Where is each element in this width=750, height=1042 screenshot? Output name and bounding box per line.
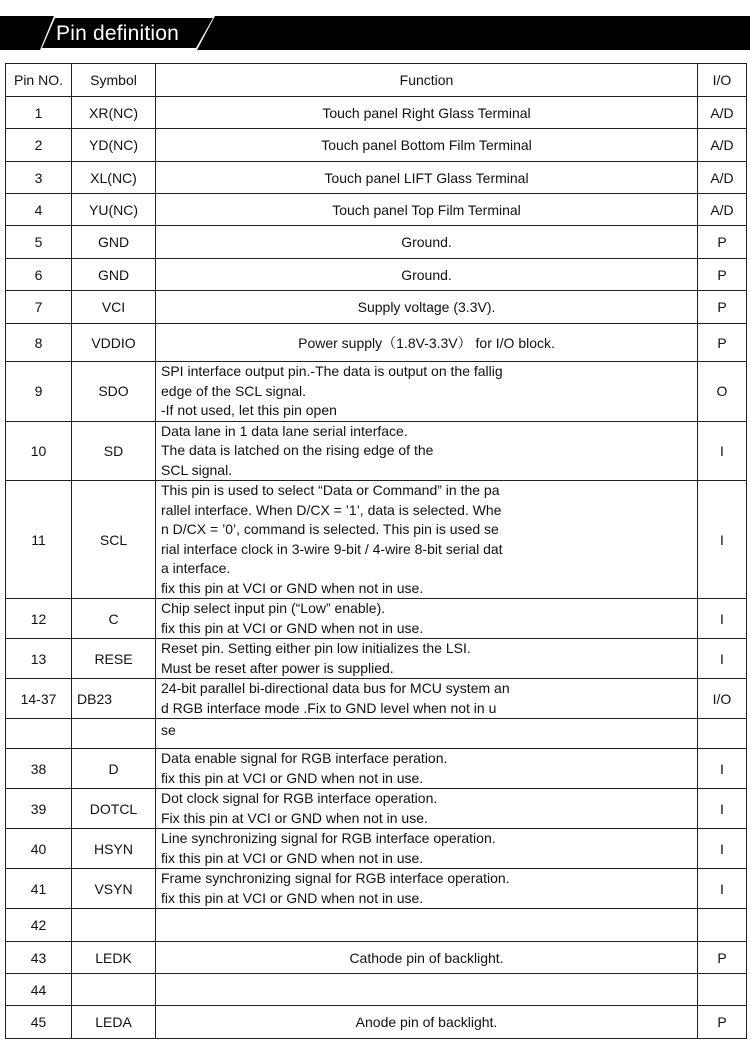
function-line: SCL signal. <box>161 461 233 478</box>
function-line: SPI interface output pin.-The data is output on the fallig <box>161 363 503 379</box>
symbol-cell: YD(NC) <box>72 129 156 162</box>
pin-number-cell <box>6 719 72 749</box>
pin-number-cell: 42 <box>6 909 72 942</box>
function-line: Touch panel LIFT Glass Terminal <box>324 169 529 186</box>
symbol-cell: YU(NC) <box>72 194 156 226</box>
pin-number-cell: 40 <box>6 829 72 869</box>
function-line: fix this pin at VCI or GND when not in use. <box>161 579 424 596</box>
column-header-function: Function <box>156 64 698 97</box>
pin-number-cell: 6 <box>6 259 72 291</box>
pin-number-cell: 7 <box>6 291 72 324</box>
function-line: Reset pin. Setting either pin low initializes the LSI. <box>161 640 471 656</box>
pin-number-cell: 45 <box>6 1006 72 1039</box>
table-row <box>6 942 747 974</box>
symbol-cell: LEDK <box>72 942 156 974</box>
function-line: This pin is used to select “Data or Command” in the pa <box>161 482 500 498</box>
function-cell <box>156 194 698 226</box>
function-line: fix this pin at VCI or GND when not in use. <box>161 849 424 866</box>
table-row <box>6 749 747 789</box>
column-header-symbol: Symbol <box>72 64 156 97</box>
table-row <box>6 679 747 719</box>
function-cell <box>156 259 698 291</box>
pin-number-cell: 14-37 <box>6 679 72 719</box>
function-line: n D/CX = ’0’, command is selected. This pin is used se <box>161 521 499 537</box>
io-cell: A/D <box>698 194 747 226</box>
symbol-cell <box>72 719 156 749</box>
pin-number-cell: 44 <box>6 974 72 1006</box>
function-cell <box>156 481 698 599</box>
symbol-cell: D <box>72 749 156 789</box>
table-row <box>6 599 747 639</box>
io-cell: I/O <box>698 679 747 719</box>
pin-number-cell: 39 <box>6 789 72 829</box>
table-row <box>6 291 747 324</box>
symbol-cell: XR(NC) <box>72 97 156 129</box>
function-line: Data enable signal for RGB interface peration. <box>161 750 448 766</box>
pin-number-cell: 9 <box>6 362 72 422</box>
function-line: Anode pin of backlight. <box>355 1014 498 1030</box>
pin-number-cell: 13 <box>6 639 72 679</box>
symbol-cell <box>72 974 156 1006</box>
function-line: Must be reset after power is supplied. <box>161 659 394 676</box>
function-line: rial interface clock in 3-wire 9-bit / 4-wire 8-bit serial dat <box>161 540 503 557</box>
function-cell <box>156 942 698 974</box>
io-cell <box>698 719 747 749</box>
function-line: Fix this pin at VCI or GND when not in use. <box>161 809 428 826</box>
pin-number-cell: 11 <box>6 481 72 599</box>
table-row <box>6 909 747 942</box>
symbol-cell: C <box>72 599 156 639</box>
pin-number-cell: 3 <box>6 162 72 194</box>
function-line: Chip select input pin (“Low” enable). <box>161 600 386 616</box>
pin-number-cell: 2 <box>6 129 72 162</box>
symbol-cell: VDDIO <box>72 324 156 362</box>
pin-definition-table <box>5 63 747 1039</box>
pin-number-cell: 1 <box>6 97 72 129</box>
function-line: Cathode pin of backlight. <box>349 949 504 966</box>
io-cell: I <box>698 869 747 909</box>
symbol-cell: GND <box>72 259 156 291</box>
symbol-cell <box>72 909 156 942</box>
function-line: Ground. <box>401 266 452 283</box>
function-cell <box>156 789 698 829</box>
io-cell: P <box>698 942 747 974</box>
symbol-cell: SD <box>72 421 156 481</box>
io-cell: A/D <box>698 97 747 129</box>
io-cell: I <box>698 421 747 481</box>
symbol-cell: DB23 <box>72 679 156 719</box>
pin-number-cell: 12 <box>6 599 72 639</box>
function-line: -If not used, let this pin open <box>161 402 337 418</box>
symbol-cell: XL(NC) <box>72 162 156 194</box>
function-line: Frame synchronizing signal for RGB interface operation. <box>161 870 510 886</box>
table-row <box>6 974 747 1006</box>
function-cell <box>156 639 698 679</box>
function-line: se <box>161 722 176 738</box>
io-cell: I <box>698 481 747 599</box>
function-line: 24-bit parallel bi-directional data bus for MCU system an <box>161 680 510 696</box>
symbol-cell: SDO <box>72 362 156 422</box>
function-cell <box>156 421 698 481</box>
function-line: Touch panel Top Film Terminal <box>332 201 521 218</box>
table-row <box>6 789 747 829</box>
function-line: fix this pin at VCI or GND when not in use. <box>161 619 424 636</box>
io-cell: O <box>698 362 747 422</box>
function-line: edge of the SCL signal. <box>161 382 307 399</box>
symbol-cell: VSYN <box>72 869 156 909</box>
io-cell: P <box>698 291 747 324</box>
table-row <box>6 639 747 679</box>
symbol-cell: LEDA <box>72 1006 156 1039</box>
pin-number-cell: 38 <box>6 749 72 789</box>
function-line: rallel interface. When D/CX = ’1’, data is selected. Whe <box>161 501 502 518</box>
io-cell: P <box>698 324 747 362</box>
function-line: The data is latched on the rising edge of the <box>161 442 434 458</box>
pin-number-cell: 5 <box>6 226 72 259</box>
function-cell <box>156 362 698 422</box>
function-line: Line synchronizing signal for RGB interface operation. <box>161 830 496 846</box>
function-cell <box>156 719 698 749</box>
pin-number-cell: 10 <box>6 421 72 481</box>
io-cell: I <box>698 749 747 789</box>
function-line: a interface. <box>161 560 231 576</box>
table-row <box>6 362 747 422</box>
table-row <box>6 421 747 481</box>
function-cell <box>156 324 698 362</box>
table-row <box>6 194 747 226</box>
symbol-cell: RESE <box>72 639 156 679</box>
function-line: Touch panel Bottom Film Terminal <box>321 137 532 153</box>
function-line: d RGB interface mode .Fix to GND level when not in u <box>161 699 497 716</box>
function-cell <box>156 829 698 869</box>
io-cell <box>698 974 747 1006</box>
symbol-cell: SCL <box>72 481 156 599</box>
function-cell <box>156 1006 698 1039</box>
table-row <box>6 481 747 599</box>
function-line: Power supply（1.8V-3.3V） for I/O block. <box>298 334 555 351</box>
table-row <box>6 226 747 259</box>
function-line: fix this pin at VCI or GND when not in use. <box>161 889 424 906</box>
pin-number-cell: 43 <box>6 942 72 974</box>
io-cell: A/D <box>698 129 747 162</box>
column-header-pin: Pin NO. <box>6 64 72 97</box>
io-cell: P <box>698 259 747 291</box>
symbol-cell: HSYN <box>72 829 156 869</box>
table-row <box>6 129 747 162</box>
symbol-cell: VCI <box>72 291 156 324</box>
column-header-io: I/O <box>698 64 747 97</box>
table-row <box>6 1006 747 1039</box>
io-cell: I <box>698 789 747 829</box>
page-title: Pin definition <box>56 22 180 45</box>
pin-number-cell: 4 <box>6 194 72 226</box>
function-cell <box>156 162 698 194</box>
table-row <box>6 719 747 749</box>
function-line: Supply voltage (3.3V). <box>357 299 496 315</box>
symbol-cell: GND <box>72 226 156 259</box>
function-cell <box>156 974 698 1006</box>
symbol-cell: DOTCL <box>72 789 156 829</box>
io-cell <box>698 909 747 942</box>
function-line: fix this pin at VCI or GND when not in use. <box>161 769 424 786</box>
function-cell <box>156 226 698 259</box>
function-cell <box>156 97 698 129</box>
table-row <box>6 829 747 869</box>
function-cell <box>156 869 698 909</box>
function-cell <box>156 129 698 162</box>
pin-number-cell: 41 <box>6 869 72 909</box>
function-line: Touch panel Right Glass Terminal <box>322 104 531 121</box>
table-row <box>6 869 747 909</box>
table-row <box>6 162 747 194</box>
function-cell <box>156 291 698 324</box>
table-row <box>6 324 747 362</box>
table-row <box>6 97 747 129</box>
function-cell <box>156 599 698 639</box>
io-cell: A/D <box>698 162 747 194</box>
table-row <box>6 259 747 291</box>
pin-number-cell: 8 <box>6 324 72 362</box>
io-cell: P <box>698 1006 747 1039</box>
function-cell <box>156 909 698 942</box>
function-line: Data lane in 1 data lane serial interface. <box>161 422 408 439</box>
io-cell: I <box>698 829 747 869</box>
function-line: Dot clock signal for RGB interface operation. <box>161 790 438 806</box>
io-cell: I <box>698 639 747 679</box>
io-cell: P <box>698 226 747 259</box>
table-header-row <box>6 64 747 97</box>
io-cell: I <box>698 599 747 639</box>
function-cell <box>156 679 698 719</box>
function-cell <box>156 749 698 789</box>
function-line: Ground. <box>401 234 452 250</box>
